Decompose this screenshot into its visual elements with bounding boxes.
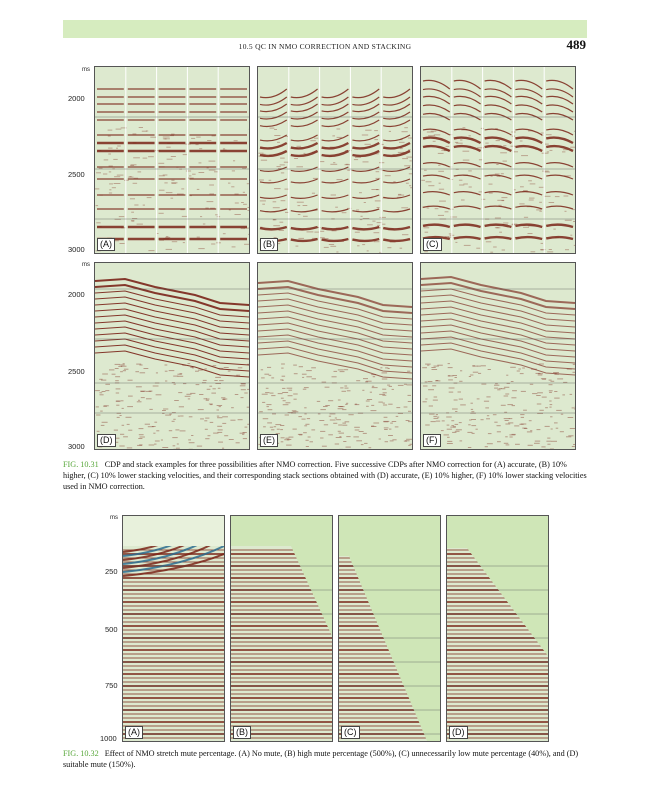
mute-label-a: (A) (125, 726, 143, 739)
panel-label-c: (C) (423, 238, 442, 251)
fig1-caption-number: FIG. 10.31 (63, 460, 99, 469)
fig2-ms-label: ms (110, 515, 118, 521)
running-head: 10.5 QC IN NMO CORRECTION AND STACKING (238, 42, 412, 51)
mute-label-d: (D) (449, 726, 468, 739)
mute-panel-c (338, 515, 441, 742)
gather-panel-c (420, 66, 576, 254)
fig1-top-tick-2500: 2500 (68, 170, 85, 179)
fig1-caption-text: CDP and stack examples for three possibilities after NMO correction. Five successive CDPs after NMO correction for (A) accurate, (B) 10% higher, (C) 10% lower stacking velocities, and their corresponding stack sections obtained with (D) accurate, (E) 10% higher, (F) 10% lower stacking velocities used in NMO correction. (63, 460, 587, 492)
fig2-tick-500: 500 (105, 625, 118, 634)
mute-label-c: (C) (341, 726, 360, 739)
fig1-top-tick-2000: 2000 (68, 94, 85, 103)
fig2-tick-750: 750 (105, 681, 118, 690)
stack-panel-e (257, 262, 413, 450)
mute-label-b: (B) (233, 726, 251, 739)
fig1-caption (63, 459, 587, 493)
fig1-top-ms-label: ms (82, 67, 90, 73)
mute-panel-a (122, 515, 225, 742)
page-number: 489 (566, 37, 586, 52)
gather-panel-a (94, 66, 250, 254)
panel-label-f: (F) (423, 434, 441, 447)
fig1-bottom-tick-2500: 2500 (68, 367, 85, 376)
fig2-caption-text: Effect of NMO stretch mute percentage. (A) No mute, (B) high mute percentage (500%), (C) unnecessarily low mute percentage (40%), and (D) suitable mute (150%). (63, 749, 579, 770)
fig1-bottom-tick-2000: 2000 (68, 290, 85, 299)
gather-panel-b (257, 66, 413, 254)
fig1-bottom-ms-label: ms (82, 262, 90, 268)
panel-label-d: (D) (97, 434, 116, 447)
fig1-top-tick-3000: 3000 (68, 245, 85, 254)
fig1-bottom-tick-3000: 3000 (68, 442, 85, 451)
fig2-caption (63, 748, 587, 770)
mute-panel-b (230, 515, 333, 742)
stack-panel-f (420, 262, 576, 450)
fig2-tick-1000: 1000 (100, 734, 117, 743)
header-bar (63, 20, 587, 38)
stack-panel-d (94, 262, 250, 450)
mute-panel-d (446, 515, 549, 742)
fig2-tick-250: 250 (105, 567, 118, 576)
panel-label-b: (B) (260, 238, 278, 251)
panel-label-e: (E) (260, 434, 278, 447)
fig2-caption-number: FIG. 10.32 (63, 749, 99, 758)
panel-label-a: (A) (97, 238, 115, 251)
